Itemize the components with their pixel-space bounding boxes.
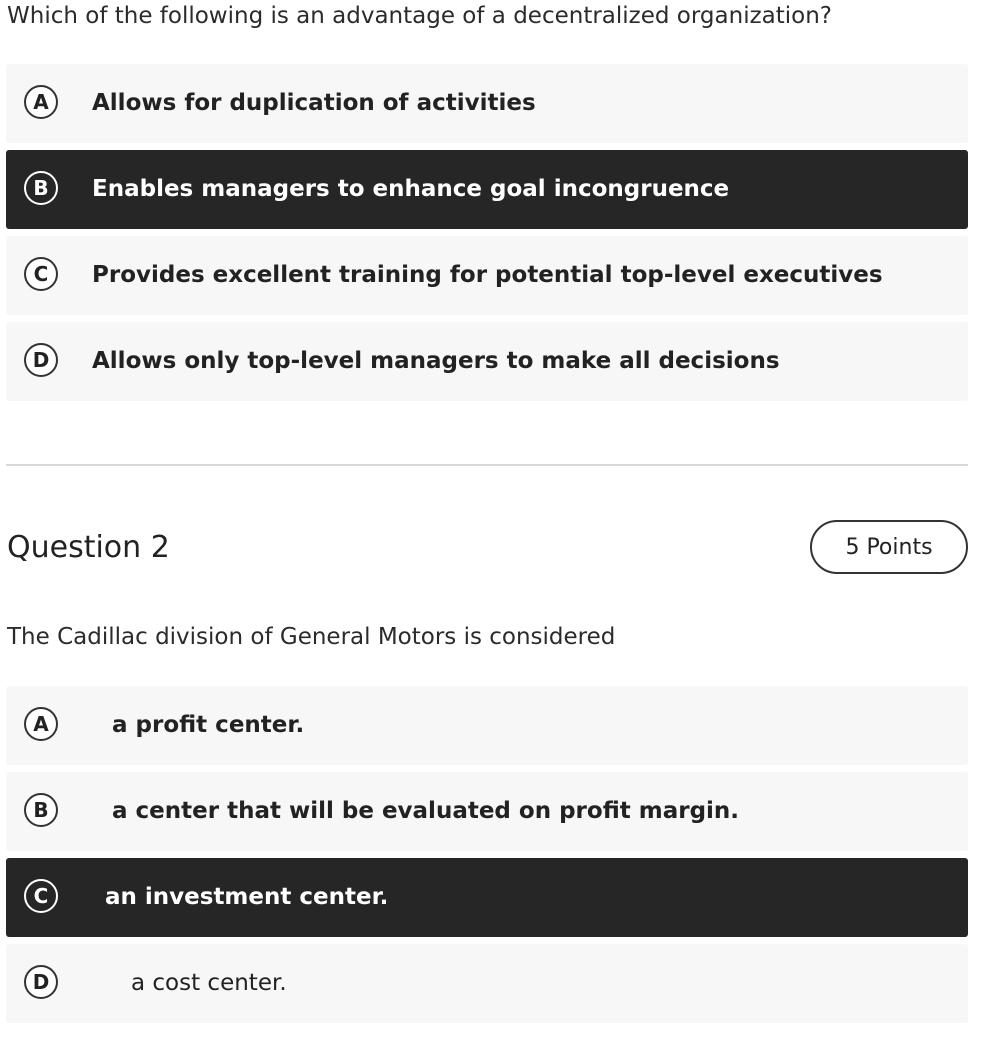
option-letter-badge: D (24, 965, 58, 999)
option-letter-badge: A (24, 85, 58, 119)
option-letter-badge: D (24, 343, 58, 377)
option-letter-badge: C (24, 879, 58, 913)
question-2-option-d[interactable] (6, 944, 968, 1023)
option-letter-badge: B (24, 171, 58, 205)
question-2-heading: Question 2 (7, 530, 170, 565)
question-2-option-c[interactable] (6, 858, 968, 937)
points-badge: 5 Points (810, 520, 968, 574)
question-2-option-b[interactable] (6, 772, 968, 851)
option-label: a profit center. (112, 712, 305, 738)
option-letter-badge: C (24, 257, 58, 291)
option-letter-badge: A (24, 707, 58, 741)
option-label: a cost center. (131, 970, 287, 996)
question-1-option-a[interactable] (6, 64, 968, 143)
option-label: Enables managers to enhance goal incongruence (92, 176, 730, 202)
option-label: a center that will be evaluated on profit margin. (112, 798, 740, 824)
option-label: an investment center. (105, 884, 389, 910)
question-1-prompt: Which of the following is an advantage of a decentralized organization? (7, 3, 833, 29)
option-label: Allows for duplication of activities (92, 90, 536, 116)
option-label: Allows only top-level managers to make all decisions (92, 348, 780, 374)
question-1-option-c[interactable] (6, 236, 968, 315)
question-divider (6, 464, 968, 466)
question-2-prompt: The Cadillac division of General Motors is considered (7, 624, 616, 650)
question-1-option-d[interactable] (6, 322, 968, 401)
question-2-option-a[interactable] (6, 686, 968, 765)
option-label: Provides excellent training for potential top-level executives (92, 262, 883, 288)
question-1-option-b[interactable] (6, 150, 968, 229)
option-letter-badge: B (24, 793, 58, 827)
